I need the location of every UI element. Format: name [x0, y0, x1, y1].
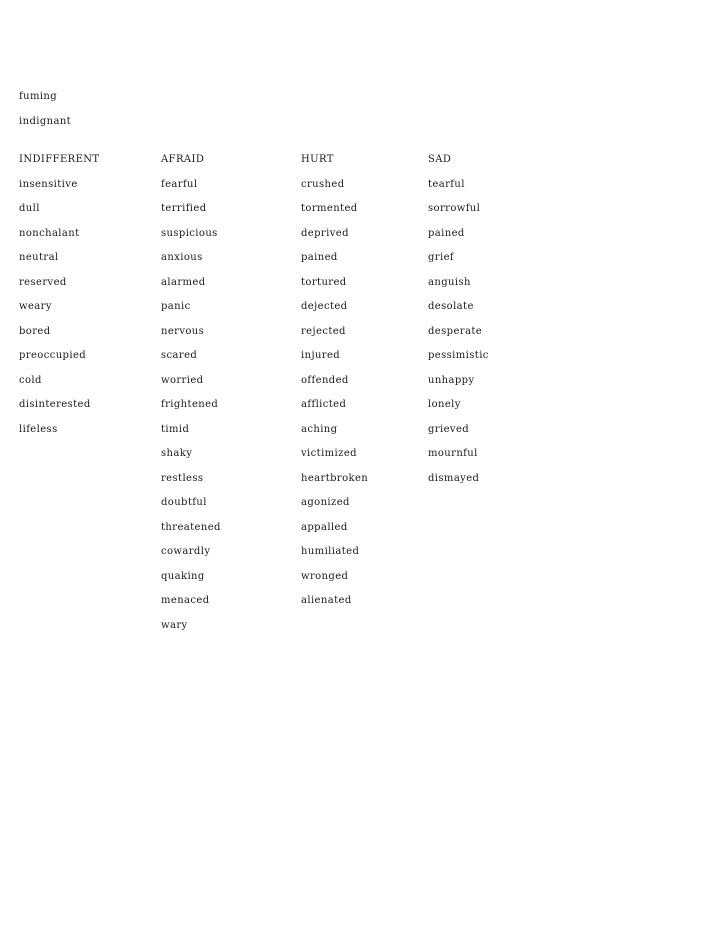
feeling-word: pained — [301, 252, 338, 263]
feeling-word: quaking — [161, 570, 205, 582]
feeling-word: agonized — [301, 497, 350, 508]
feeling-word: dismayed — [428, 472, 480, 484]
feeling-word: neutral — [19, 252, 59, 263]
feeling-word: menaced — [161, 595, 210, 606]
feeling-word: fearful — [161, 178, 198, 190]
feeling-word: nervous — [161, 325, 205, 337]
feeling-word: bored — [19, 325, 51, 337]
column-afraid — [161, 154, 221, 644]
intro-word: indignant — [19, 115, 72, 127]
feeling-word: mournful — [428, 448, 478, 459]
feeling-word: alarmed — [161, 276, 206, 288]
feeling-word: weary — [19, 301, 52, 312]
feeling-word: tormented — [301, 203, 358, 214]
feeling-word: heartbroken — [301, 472, 369, 484]
feeling-word: alienated — [301, 595, 352, 606]
feeling-word: injured — [301, 350, 341, 361]
feeling-word: cowardly — [161, 546, 211, 557]
column-indifferent — [19, 154, 100, 448]
feeling-word: wary — [161, 619, 188, 631]
feeling-word: sorrowful — [428, 203, 481, 214]
feeling-word: preoccupied — [19, 350, 87, 361]
feeling-word: offended — [301, 374, 349, 386]
column-heading: INDIFFERENT — [19, 154, 100, 165]
feeling-word: grieved — [428, 423, 470, 435]
feeling-word: lifeless — [19, 423, 58, 435]
feeling-word: crushed — [301, 178, 345, 190]
feeling-word: aching — [301, 423, 338, 435]
intro-word: fuming — [19, 91, 58, 102]
feeling-word: dull — [19, 203, 40, 214]
feeling-word: afflicted — [301, 399, 347, 410]
feeling-word: unhappy — [428, 374, 475, 386]
feeling-word: lonely — [428, 399, 461, 410]
feeling-word: dejected — [301, 301, 348, 312]
feeling-word: rejected — [301, 325, 346, 337]
feeling-word: suspicious — [161, 227, 218, 239]
feeling-word: wronged — [301, 570, 349, 582]
feeling-word: grief — [428, 252, 454, 263]
feeling-word: terrified — [161, 203, 207, 214]
column-hurt — [301, 154, 368, 620]
feeling-word: anguish — [428, 276, 471, 288]
feeling-word: pessimistic — [428, 350, 489, 361]
feeling-word: humiliated — [301, 546, 360, 557]
feeling-word: anxious — [161, 252, 203, 263]
feeling-word: panic — [161, 301, 191, 312]
feeling-word: cold — [19, 374, 42, 386]
intro-word-list — [19, 91, 71, 140]
feeling-word: tortured — [301, 276, 347, 288]
feeling-word: tearful — [428, 178, 465, 190]
feeling-word: scared — [161, 350, 198, 361]
feeling-word: frightened — [161, 399, 219, 410]
column-heading: SAD — [428, 154, 452, 165]
feeling-word: shaky — [161, 448, 193, 459]
column-heading: AFRAID — [161, 154, 205, 165]
feeling-word: doubtful — [161, 497, 207, 508]
feeling-word: desolate — [428, 301, 474, 312]
feeling-word: pained — [428, 227, 465, 239]
column-sad — [428, 154, 489, 497]
feeling-word: worried — [161, 374, 204, 386]
feeling-word: appalled — [301, 521, 348, 533]
feeling-word: desperate — [428, 325, 483, 337]
feeling-word: deprived — [301, 227, 349, 239]
column-heading: HURT — [301, 154, 334, 165]
feeling-word: threatened — [161, 521, 221, 533]
feeling-word: victimized — [301, 448, 357, 459]
feeling-word: reserved — [19, 276, 67, 288]
feeling-word: timid — [161, 423, 190, 435]
feeling-word: insensitive — [19, 178, 78, 190]
feeling-word: restless — [161, 472, 204, 484]
feeling-word: disinterested — [19, 399, 91, 410]
feeling-word: nonchalant — [19, 227, 80, 239]
